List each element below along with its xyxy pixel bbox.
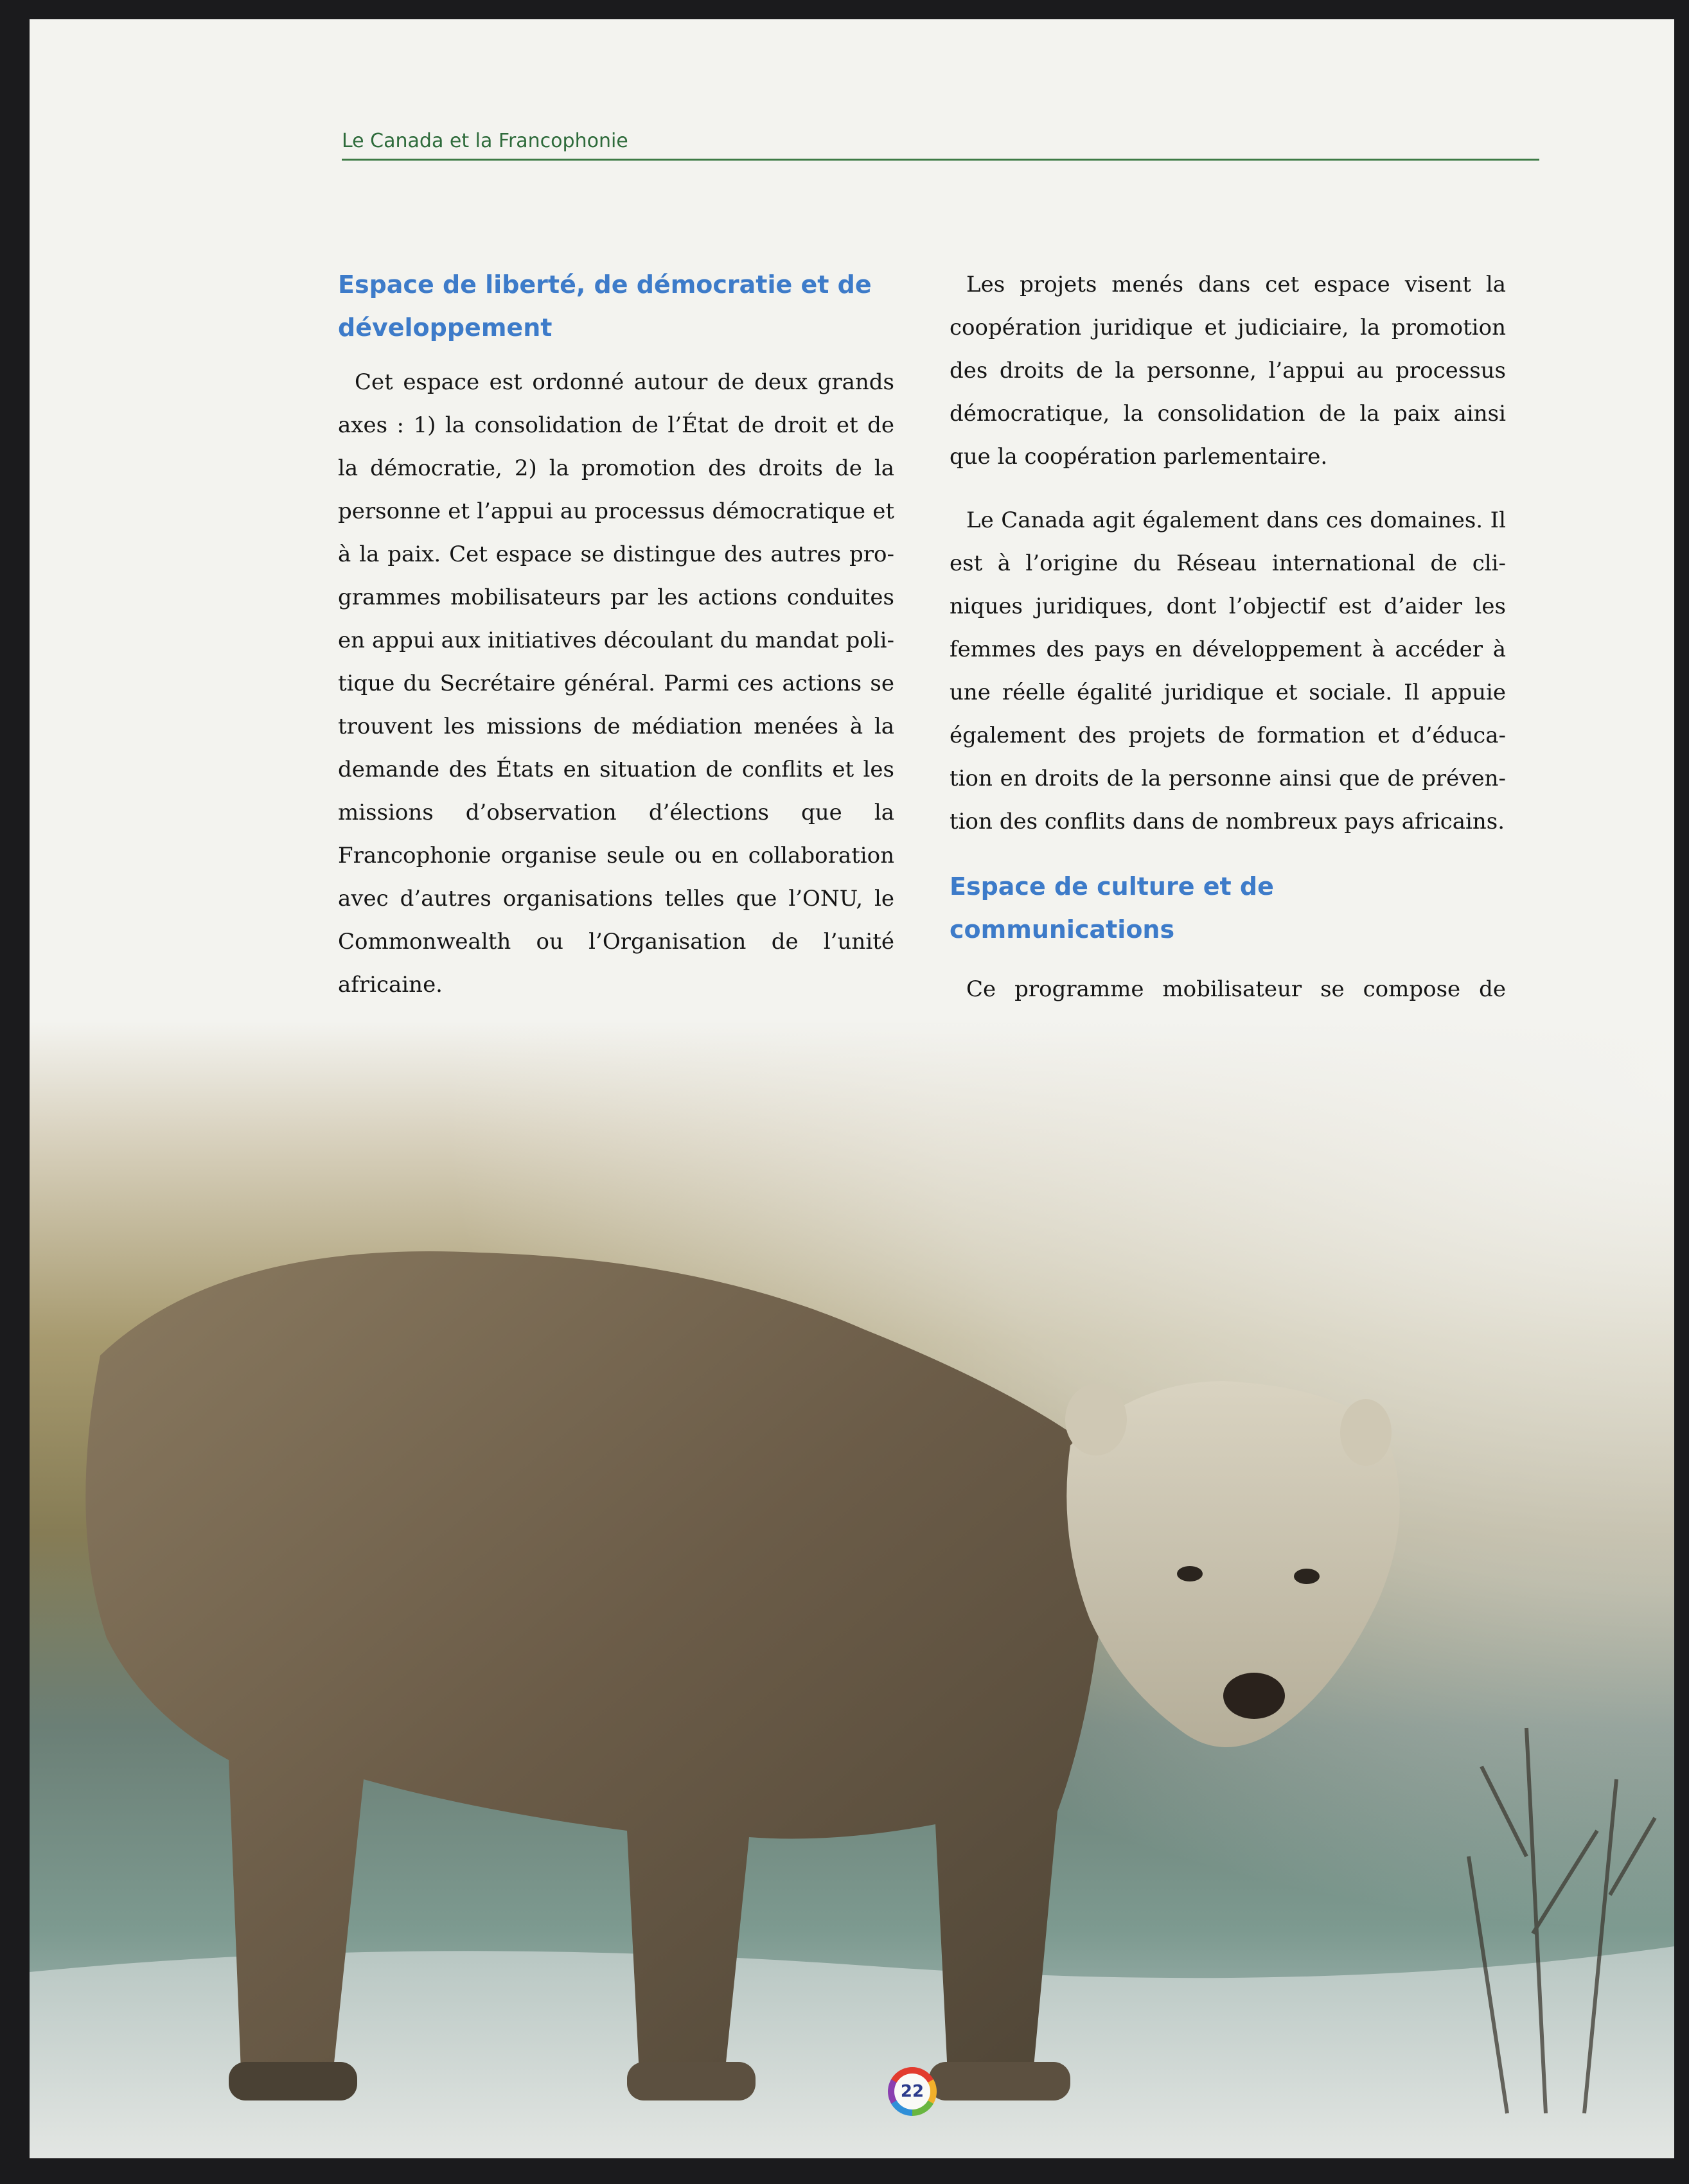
section-heading-culture: Espace de culture et de communications (950, 872, 1274, 944)
paragraph-liberte: Cet espace est ordonné autour de deux grands axes : 1) la consolidation de l’État de droit et de la démocratie, 2) la promotion des droits de la personne et l’appui au processus démocratique et à la paix. Cet espace se distingue des autres programmes mobilisateurs par les actions conduites en appui aux initiatives découlant du mandat politique du Secrétaire général. Parmi ces actions se trouvent les missions de médiation menées à la demande des États en situation de conflits et les missions d’observation d’élections que la Francophonie organise seule ou en collaboration avec d’autres organisations telles que l’ONU, le Commonwealth ou l’Organisation de l’unité africaine. (338, 369, 894, 998)
document-page (30, 19, 1674, 2158)
paragraph-canada: Le Canada agit également dans ces domaines. Il est à l’origine du Réseau international de cliniques juridiques, dont l’objectif est d’aider les femmes des pays en développement à accéder à une réelle égalité juridique et sociale. Il appuie également des projets de formation et d’éducation en droits de la personne ainsi que de prévention des conflits dans de nombreux pays africains. (950, 507, 1506, 834)
bear-nose (1223, 1673, 1285, 1719)
paragraph-culture: Ce programme mobilisateur se compose de (966, 976, 1506, 1002)
paragraph-projets: Les projets menés dans cet espace visent la coopération juridique et judiciaire, la promotion des droits de la personne, l’appui au processus démocratique, la consolidation de la paix ainsi que la coopération parlementaire. (950, 272, 1506, 470)
page-number: 22 (894, 2074, 930, 2109)
left-column (338, 263, 894, 1007)
section-heading-liberte: Espace de liberté, de démocratie et de développement (338, 270, 872, 342)
page-number-badge (888, 2067, 937, 2116)
polar-bear-photo (30, 1021, 1674, 2158)
running-header: Le Canada et la Francophonie (342, 130, 1539, 161)
